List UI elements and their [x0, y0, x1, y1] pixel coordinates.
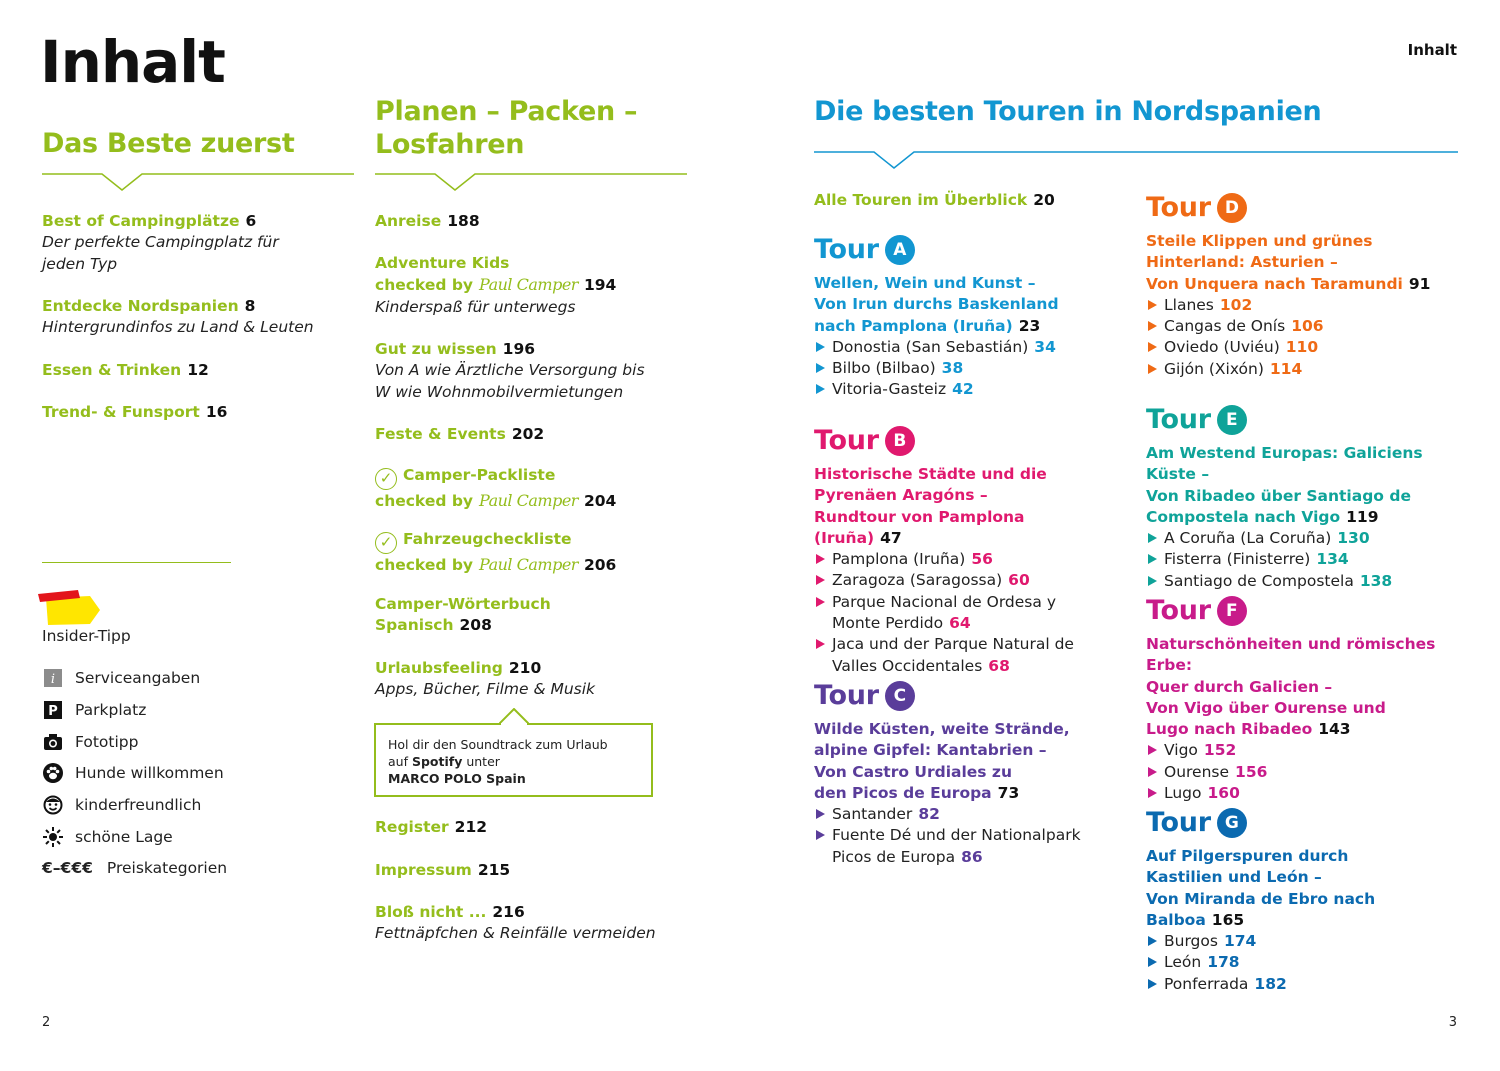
tour-stop: Oviedo (Uviéu) 110 — [1146, 337, 1476, 358]
paul-camper-signature: Paul Camper — [479, 275, 578, 295]
tour-stop: Fisterra (Finisterre) 134 — [1146, 549, 1476, 570]
tour-stop: Gijón (Xixón) 114 — [1146, 359, 1476, 380]
tour-stop: Zaragoza (Saragossa) 60 — [814, 570, 1114, 591]
svg-text:i: i — [50, 672, 56, 687]
legend-item: Hunde willkommen — [42, 763, 224, 783]
tour-stop: Ponferrada 182 — [1146, 974, 1476, 995]
toc-entry[interactable]: Bloß nicht ... 216 Fettnäpfchen & Reinfälle vermeiden — [375, 903, 656, 943]
checkmark-icon: ✓ — [375, 468, 397, 490]
tour-f-block[interactable]: Tour F Naturschönheiten und römisches Erbe: Quer durch Galicien – Von Vigo über Ourense und Lugo nach Ribadeo 143 Vigo 152 Ourense 156 Lugo 160 — [1146, 593, 1476, 804]
parking-icon — [42, 700, 64, 720]
toc-entry[interactable]: Register 212 — [375, 818, 488, 836]
triangle-icon — [816, 809, 825, 819]
triangle-icon — [1148, 533, 1157, 543]
legend-item: €–€€€ Preiskategorien — [42, 859, 228, 877]
tour-c-block[interactable]: Tour C Wilde Küsten, weite Strände, alpine Gipfel: Kantabrien – Von Castro Urdiales zu den Picos de Europa 73 Santander 82 Fuente Dé und der Nationalpark Picos de Europa 86 — [814, 678, 1114, 868]
legend-item: i Serviceangaben — [42, 668, 200, 688]
insider-tip-label: Insider-Tipp — [42, 627, 131, 645]
legend-divider — [42, 562, 231, 563]
triangle-icon — [816, 830, 825, 840]
tour-badge-c: C — [885, 681, 915, 711]
tour-badge-a: A — [885, 235, 915, 265]
running-head: Inhalt — [1407, 41, 1457, 59]
toc-entry[interactable]: Alle Touren im Überblick 20 — [814, 191, 1055, 209]
toc-entry[interactable]: Impressum 215 — [375, 861, 511, 879]
tour-stop: Vitoria-Gasteiz 42 — [814, 379, 1114, 400]
tour-badge-e: E — [1217, 405, 1247, 435]
tour-stop: Ourense 156 — [1146, 762, 1476, 783]
toc-entry[interactable]: Urlaubsfeeling 210 Apps, Bücher, Filme & Musik — [375, 659, 596, 699]
triangle-icon — [816, 597, 825, 607]
triangle-icon — [816, 384, 825, 394]
toc-entry[interactable]: Anreise 188 — [375, 212, 480, 230]
toc-entry[interactable]: ✓ Camper-Packliste checked by Paul Camper 204 — [375, 466, 617, 510]
paul-camper-signature: Paul Camper — [479, 554, 578, 574]
tour-stop: Vigo 152 — [1146, 740, 1476, 761]
page-number-right: 3 — [1448, 1015, 1457, 1030]
legend-item: Fototipp — [42, 732, 138, 752]
tour-stop: Parque Nacional de Ordesa y Monte Perdido 64 — [814, 592, 1114, 635]
triangle-icon — [816, 342, 825, 352]
triangle-icon — [1148, 554, 1157, 564]
svg-text:P: P — [48, 704, 58, 719]
tour-badge-g: G — [1217, 808, 1247, 838]
callout-pointer — [499, 708, 529, 729]
paul-camper-signature: Paul Camper — [479, 490, 578, 510]
price-symbol: €–€€€ — [42, 859, 93, 877]
section-title-best: Das Beste zuerst — [42, 128, 295, 159]
toc-entry[interactable]: ✓ Fahrzeugcheckliste checked by Paul Camper 206 — [375, 530, 617, 574]
triangle-icon — [1148, 364, 1157, 374]
tour-stop: Llanes 102 — [1146, 295, 1476, 316]
camera-icon — [42, 732, 64, 752]
triangle-icon — [1148, 979, 1157, 989]
toc-entry[interactable]: Entdecke Nordspanien 8 Hintergrundinfos zu Land & Leuten — [42, 297, 314, 337]
checkmark-icon: ✓ — [375, 532, 397, 554]
triangle-icon — [1148, 342, 1157, 352]
legend-item: schöne Lage — [42, 827, 173, 847]
tour-stop: Burgos 174 — [1146, 931, 1476, 952]
tour-stop: Fuente Dé und der Nationalpark Picos de Europa 86 — [814, 825, 1114, 868]
smiley-icon — [42, 795, 64, 815]
legend-item: P Parkplatz — [42, 700, 146, 720]
section-divider — [42, 165, 354, 193]
section-title-planen: Planen – Packen – Losfahren — [375, 96, 638, 160]
tour-stop: Donostia (San Sebastián) 34 — [814, 337, 1114, 358]
insider-tip-icon — [38, 590, 102, 632]
triangle-icon — [816, 575, 825, 585]
tour-stop: A Coruña (La Coruña) 130 — [1146, 528, 1476, 549]
page-number-left: 2 — [42, 1015, 51, 1030]
legend-item: kinderfreundlich — [42, 795, 201, 815]
tour-b-block[interactable]: Tour B Historische Städte und die Pyrenäen Aragóns – Rundtour von Pamplona (Iruña) 47 Pamplona (Iruña) 56 Zaragoza (Saragossa) 60 Parque Nacional de Ordesa y Monte Perdido 64 Jaca und der Parque Natural de Valles Occidentales 68 — [814, 423, 1114, 677]
triangle-icon — [1148, 576, 1157, 586]
triangle-icon — [1148, 745, 1157, 755]
spotify-callout: Hol dir den Soundtrack zum Urlaub auf Spotify unter MARCO POLO Spain — [374, 723, 653, 797]
triangle-icon — [1148, 321, 1157, 331]
toc-entry[interactable]: Feste & Events 202 — [375, 425, 545, 443]
tour-stop: León 178 — [1146, 952, 1476, 973]
tour-stop: Pamplona (Iruña) 56 — [814, 549, 1114, 570]
toc-entry[interactable]: Adventure Kids checked by Paul Camper 194 Kinderspaß für unterwegs — [375, 254, 617, 316]
triangle-icon — [1148, 300, 1157, 310]
toc-entry[interactable]: Best of Campingplätze 6 Der perfekte Campingplatz für jeden Typ — [42, 212, 279, 273]
sun-icon — [42, 827, 64, 847]
triangle-icon — [1148, 957, 1157, 967]
tour-stop: Bilbo (Bilbao) 38 — [814, 358, 1114, 379]
page-title: Inhalt — [40, 28, 225, 96]
toc-entry[interactable]: Camper-Wörterbuch Spanisch 208 — [375, 595, 551, 635]
tour-a-block[interactable]: Tour A Wellen, Wein und Kunst – Von Irun durchs Baskenland nach Pamplona (Iruña) 23 Donostia (San Sebastián) 34 Bilbo (Bilbao) 38 Vitoria-Gasteiz 42 — [814, 232, 1114, 401]
tour-badge-f: F — [1217, 596, 1247, 626]
section-divider — [375, 165, 687, 193]
toc-entry[interactable]: Trend- & Funsport 16 — [42, 403, 228, 421]
triangle-icon — [816, 363, 825, 373]
tour-g-block[interactable]: Tour G Auf Pilgerspuren durch Kastilien und León – Von Miranda de Ebro nach Balboa 165 Burgos 174 León 178 Ponferrada 182 — [1146, 805, 1476, 995]
toc-entry[interactable]: Gut zu wissen 196 Von A wie Ärztliche Versorgung bis W wie Wohnmobilvermietungen — [375, 340, 645, 401]
tour-stop: Santiago de Compostela 138 — [1146, 571, 1476, 592]
tour-e-block[interactable]: Tour E Am Westend Europas: Galiciens Küste – Von Ribadeo über Santiago de Compostela nach Vigo 119 A Coruña (La Coruña) 130 Fisterra (Finisterre) 134 Santiago de Compostela 138 — [1146, 402, 1476, 592]
toc-entry[interactable]: Essen & Trinken 12 — [42, 361, 209, 379]
triangle-icon — [1148, 767, 1157, 777]
paw-icon — [42, 763, 64, 783]
tour-stop: Santander 82 — [814, 804, 1114, 825]
tour-stop: Lugo 160 — [1146, 783, 1476, 804]
tour-stop: Jaca und der Parque Natural de Valles Occidentales 68 — [814, 634, 1114, 677]
tour-badge-d: D — [1217, 193, 1247, 223]
triangle-icon — [1148, 788, 1157, 798]
info-icon — [42, 668, 64, 688]
section-title-tours: Die besten Touren in Nordspanien — [814, 96, 1322, 127]
triangle-icon — [816, 639, 825, 649]
triangle-icon — [816, 554, 825, 564]
tour-badge-b: B — [885, 426, 915, 456]
triangle-icon — [1148, 936, 1157, 946]
tour-d-block[interactable]: Tour D Steile Klippen und grünes Hinterland: Asturien – Von Unquera nach Taramundi 91 Llanes 102 Cangas de Onís 106 Oviedo (Uviéu) 110 Gijón (Xixón) 114 — [1146, 190, 1476, 380]
section-divider — [814, 143, 1458, 171]
tour-stop: Cangas de Onís 106 — [1146, 316, 1476, 337]
